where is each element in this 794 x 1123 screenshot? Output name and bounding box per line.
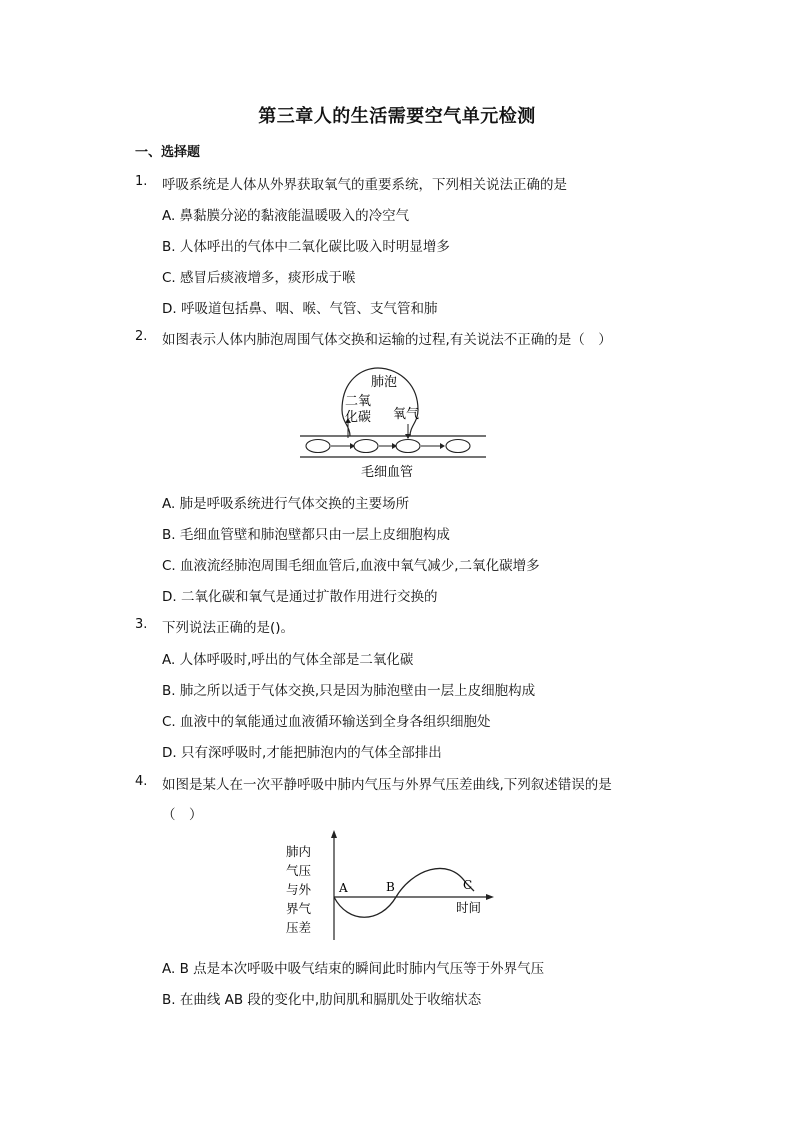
question-number: 2. [135,329,148,344]
y-axis-arrowhead [331,830,337,838]
o2-label: 氧气 [393,407,420,422]
option-b: B. 人体呼出的气体中二氧化碳比吸入时明显增多 [162,239,450,255]
y-label-line: 界气 [286,901,312,916]
co2-label-line2: 化碳 [345,410,372,425]
question-stem: 呼吸系统是人体从外界获取氧气的重要系统，下列相关说法正确的是 [162,177,567,193]
x-axis-label: 时间 [456,900,482,915]
option-a: A. B 点是本次呼吸中吸气结束的瞬间此时肺内气压等于外界气压 [162,961,545,977]
co2-label-line1: 二氧 [345,394,372,409]
option-c: C. 血液中的氧能通过血液循环输送到全身各组织细胞处 [162,714,491,730]
y-label-line: 压差 [286,920,312,935]
question-number: 4. [135,774,148,789]
question-number: 1. [135,174,148,189]
section-heading: 一、选择题 [135,145,201,160]
point-b-label: B [386,880,395,894]
alveolus-gas-exchange-figure [298,360,490,482]
option-c: C. 血液流经肺泡周围毛细血管后,血液中氧气减少,二氧化碳增多 [162,558,540,574]
blood-cell [396,440,420,453]
y-label-line: 肺内 [286,844,312,859]
point-a-label: A [339,881,348,895]
flow-arrowhead [440,443,445,449]
point-c-label: C [463,878,473,892]
pressure-difference-curve [282,828,498,946]
y-label-line: 气压 [286,863,312,878]
question-stem: 下列说法正确的是()。 [162,620,295,636]
option-b: B. 肺之所以适于气体交换,只是因为肺泡壁由一层上皮细胞构成 [162,683,536,699]
alveolus-label: 肺泡 [371,375,398,390]
option-b: B. 在曲线 AB 段的变化中,肋间肌和膈肌处于收缩状态 [162,992,482,1008]
capillary-label: 毛细血管 [361,465,414,480]
option-a: A. 人体呼吸时,呼出的气体全部是二氧化碳 [162,652,414,668]
option-d: D. 只有深呼吸时,才能把肺泡内的气体全部排出 [162,745,442,761]
question-stem: 如图是某人在一次平静呼吸中肺内气压与外界气压差曲线,下列叙述错误的是 [162,777,612,793]
x-axis-arrowhead [486,894,494,900]
blood-cell [446,440,470,453]
option-b: B. 毛细血管壁和肺泡壁都只由一层上皮细胞构成 [162,527,450,543]
page-title: 第三章人的生活需要空气单元检测 [258,106,536,127]
question-number: 3. [135,617,148,632]
blood-cell [354,440,378,453]
option-d: D. 二氧化碳和氧气是通过扩散作用进行交换的 [162,589,438,605]
blood-cell [306,440,330,453]
y-label-line: 与外 [286,882,312,897]
question-stem: 如图表示人体内肺泡周围气体交换和运输的过程,有关说法不正确的是（ ） [162,332,612,348]
option-c: C. 感冒后痰液增多，痰形成于喉 [162,270,356,286]
option-a: A. 肺是呼吸系统进行气体交换的主要场所 [162,496,410,512]
answer-blank: （ ） [162,807,203,823]
option-d: D. 呼吸道包括鼻、咽、喉、气管、支气管和肺 [162,301,438,317]
option-a: A. 鼻黏膜分泌的黏液能温暖吸入的冷空气 [162,208,410,224]
pressure-curve [334,868,474,917]
